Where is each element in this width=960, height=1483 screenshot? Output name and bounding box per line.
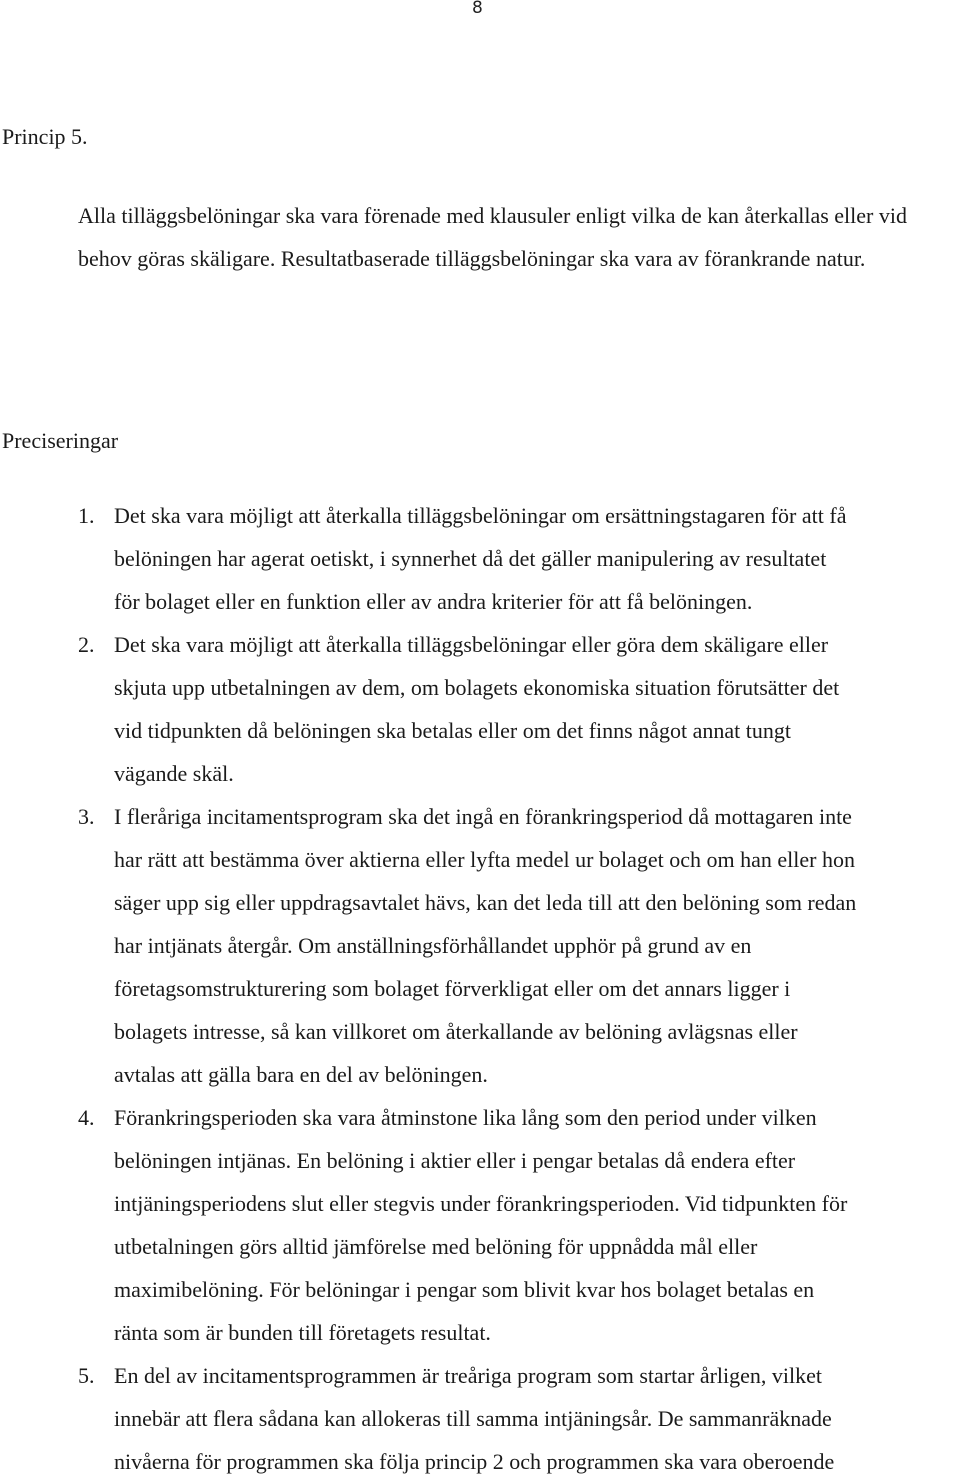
list-item-number: 5. (78, 1363, 95, 1388)
page-number: 8 (472, 0, 483, 18)
principle-title: Princip 5. (2, 124, 88, 149)
principle-body (78, 194, 958, 280)
preciseringar-list (0, 494, 960, 1483)
principle-paragraph: Alla tilläggsbelöningar ska vara förenade med klausuler enligt vilka de kan återkallas eller vid behov göras skäligare. Resultatbaserade tilläggsbelöningar ska vara av förankrande natur. (78, 203, 907, 271)
list-item (0, 1354, 960, 1483)
section-title: Preciseringar (2, 428, 119, 453)
list-item (0, 795, 960, 1096)
list-item-text: Det ska vara möjligt att återkalla tilläggsbelöningar eller göra dem skäligare eller skjuta upp utbetalningen av dem, om bolagets ekonomiska situation förutsätter det vid tidpunkten då belöningen ska betalas eller om det finns något annat tungt vägande skäl. (114, 632, 840, 786)
list-item-text: Det ska vara möjligt att återkalla tilläggsbelöningar om ersättningstagaren för att få belöningen har agerat oetiskt, i synnerhet då det gäller manipulering av resultatet för bolaget eller en funktion eller av andra kriterier för att få belöningen. (114, 503, 847, 614)
list-item-number: 3. (78, 804, 95, 829)
list-item (0, 494, 960, 623)
list-item-text: I fleråriga incitamentsprogram ska det ingå en förankringsperiod då mottagaren inte har rätt att bestämma över aktierna eller lyfta medel ur bolaget och om han eller hon säger upp sig eller uppdragsavtalet hävs, kan det leda till att den belöning som redan har intjänats återgår. Om anställningsförhållandet upphör på grund av en företagsomstrukturering som bolaget förverkligat eller om det annars ligger i bolagets intresse, så kan villkoret om återkallande av belöning avlägsnas eller avtalas att gälla bara en del av belöningen. (114, 804, 857, 1087)
list-item-number: 1. (78, 503, 95, 528)
list-item-text: Förankringsperioden ska vara åtminstone lika lång som den period under vilken belöningen intjänas. En belöning i aktier eller i pengar betalas då endera efter intjäningsperiodens slut eller stegvis under förankringsperioden. Vid tidpunkten för utbetalningen görs alltid jämförelse med belöning för uppnådda mål eller maximibelöning. För belöningar i pengar som blivit kvar hos bolaget betalas en ränta som är bunden till företagets resultat. (114, 1105, 848, 1345)
list-item-number: 4. (78, 1105, 95, 1130)
list-item (0, 1096, 960, 1354)
list-item-number: 2. (78, 632, 95, 657)
list-item (0, 623, 960, 795)
list-item-text: En del av incitamentsprogrammen är treåriga program som startar årligen, vilket innebär att flera sådana kan allokeras till samma intjäningsår. De sammanräknade nivåerna för programmen ska följa princip 2 och programmen ska vara oberoende (114, 1363, 835, 1474)
